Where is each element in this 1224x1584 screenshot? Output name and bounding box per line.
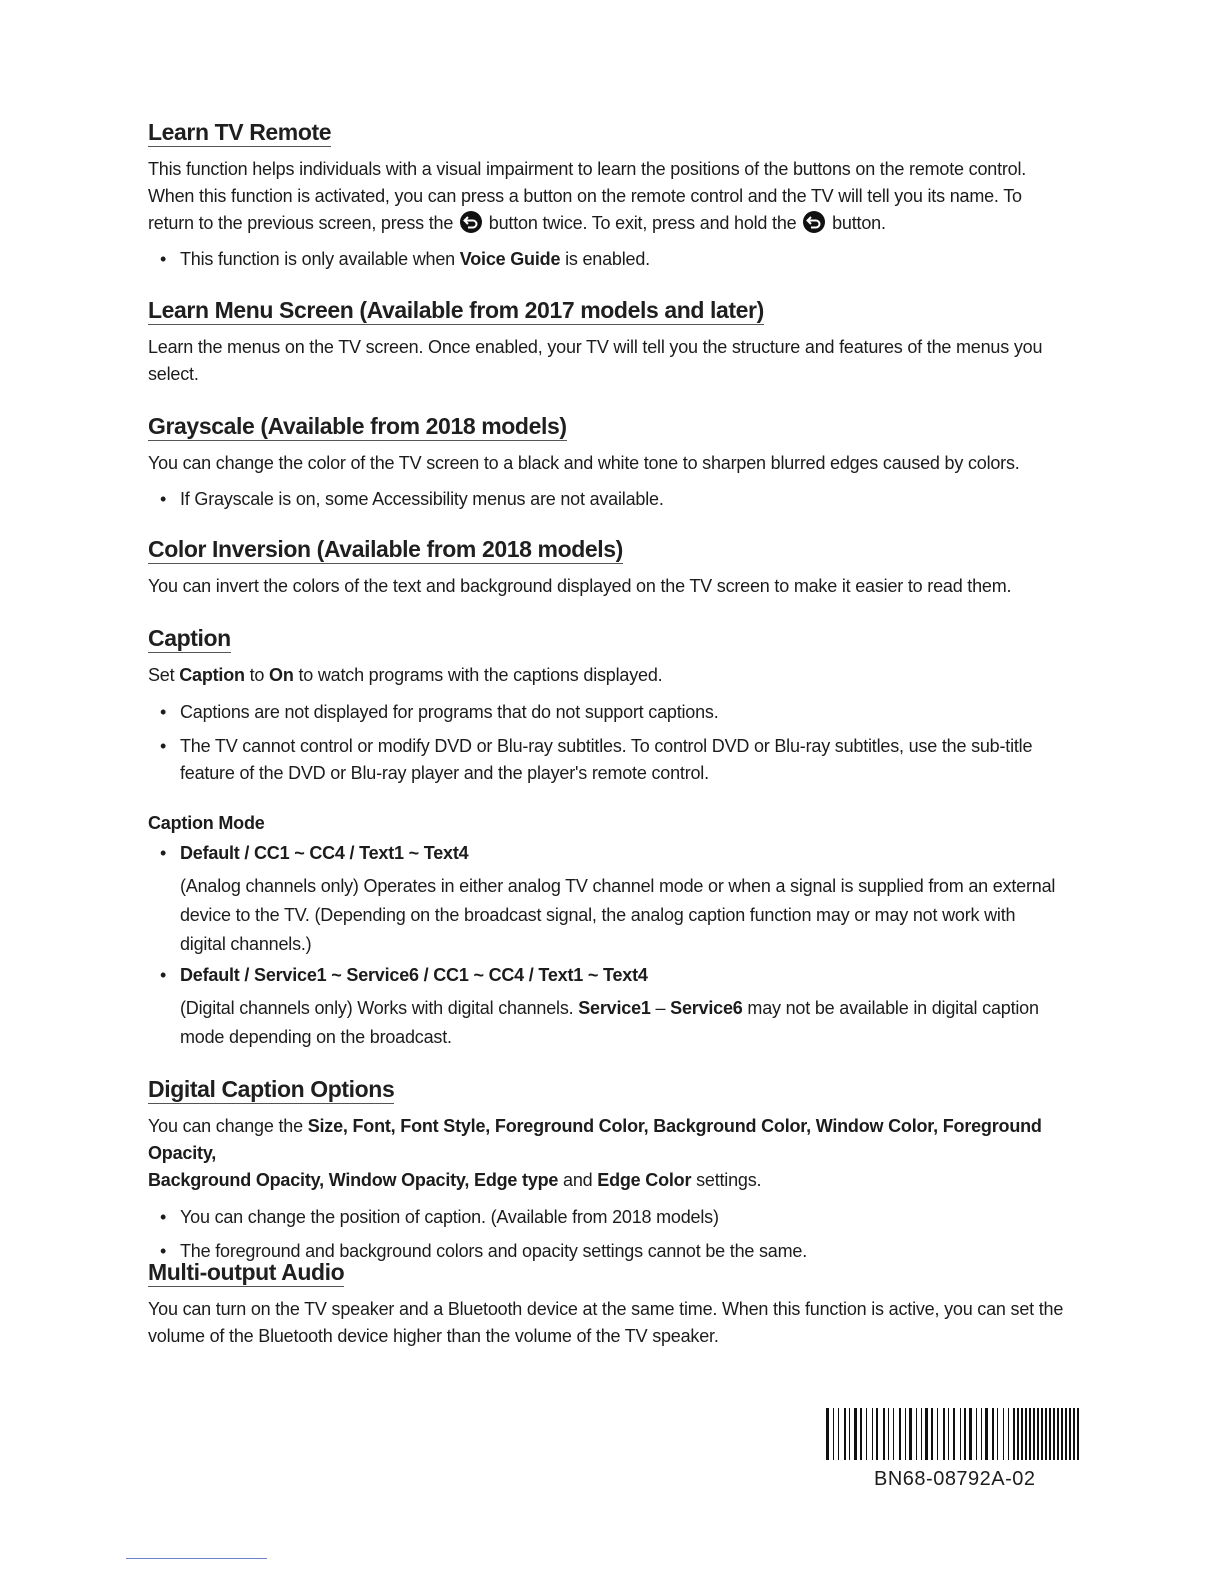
section-color-inversion <box>148 535 1083 600</box>
caption-mode-option-1: • Default / CC1 ~ CC4 / Text1 ~ Text4 <box>148 840 1083 867</box>
caption-mode-option-1-desc: (Analog channels only) Operates in either analog TV channel mode or when a signal is supplied from an external device to the TV. (Depending on the broadcast signal, the analog caption function may or may not work with digital channels.) <box>180 876 1056 954</box>
color-inversion-line-1: You can invert the colors of the text and background displayed on the TV screen to make it easier to read them. <box>148 576 1012 596</box>
learn-menu-line-1: Learn the menus on the TV screen. Once enabled, your TV will tell you the structure and features of the menus you <box>148 337 1043 357</box>
section-multi-output-audio <box>148 1258 1083 1350</box>
learn-tv-remote-line-3 <box>148 210 1083 237</box>
section-digital-caption-options <box>148 1075 1083 1265</box>
grayscale-bullet: • If Grayscale is on, some Accessibility menus are not available. <box>148 486 1083 513</box>
return-icon <box>460 211 482 233</box>
heading-digital-caption-options: Digital Caption Options <box>148 1076 395 1102</box>
heading-color-inversion: Color Inversion (Available from 2018 models) <box>148 536 623 562</box>
caption-bullet-2: • The TV cannot control or modify DVD or Blu-ray subtitles. To control DVD or Blu-ray subtitles, use the sub-title feature of the DVD or Blu-ray player and the player's remote control. <box>148 733 1083 787</box>
digital-caption-bullet-2: • The foreground and background colors and opacity settings cannot be the same. <box>148 1238 1083 1265</box>
heading-multi-output-audio: Multi-output Audio <box>148 1259 345 1285</box>
caption-mode-option-2: • Default / Service1 ~ Service6 / CC1 ~ CC4 / Text1 ~ Text4 <box>148 962 1083 989</box>
caption-mode-option-2-desc: (Digital channels only) Works with digital channels. Service1 – Service6 may not be available in digital caption mode depending on the broadcast. <box>180 998 1039 1047</box>
grayscale-line-1: You can change the color of the TV screen to a black and white tone to sharpen blurred edges caused by colors. <box>148 453 1020 473</box>
line-3-part-a: return to the previous screen, press the <box>148 213 454 233</box>
digital-caption-line-1: You can change the Size, Font, Font Style, Foreground Color, Background Color, Window Color, Foreground Opacity, <box>148 1116 1042 1163</box>
learn-tv-remote-line-2: When this function is activated, you can press a button on the remote control and the TV will tell you its name. To <box>148 186 1022 206</box>
learn-tv-remote-line-1: This function helps individuals with a visual impairment to learn the positions of the buttons on the remote control. <box>148 159 1027 179</box>
multi-output-line-1: You can turn on the TV speaker and a Bluetooth device at the same time. When this function is active, you can set the <box>148 1299 1064 1319</box>
barcode-icon <box>826 1408 1083 1460</box>
section-learn-tv-remote <box>148 118 1083 273</box>
learn-tv-remote-bullet: • This function is only available when Voice Guide is enabled. <box>148 246 1083 273</box>
digital-caption-bullet-1: • You can change the position of caption. (Available from 2018 models) <box>148 1204 1083 1231</box>
caption-line-1: Set Caption to On to watch programs with the captions displayed. <box>148 665 663 685</box>
learn-menu-line-2: select. <box>148 364 199 384</box>
barcode-number: BN68-08792A-02 <box>874 1468 1036 1490</box>
return-icon <box>803 211 825 233</box>
section-grayscale <box>148 412 1083 513</box>
heading-caption-mode: Caption Mode <box>148 813 265 833</box>
section-caption-mode <box>148 810 1083 1052</box>
footer-divider <box>126 1558 267 1559</box>
heading-caption: Caption <box>148 625 231 651</box>
heading-learn-menu-screen: Learn Menu Screen (Available from 2017 models and later) <box>148 297 764 323</box>
voice-guide-term: Voice Guide <box>459 249 561 269</box>
digital-caption-line-2: Background Opacity, Window Opacity, Edge type and Edge Color settings. <box>148 1170 762 1190</box>
section-caption <box>148 624 1083 787</box>
heading-grayscale: Grayscale (Available from 2018 models) <box>148 413 567 439</box>
caption-bullet-1: • Captions are not displayed for programs that do not support captions. <box>148 699 1083 726</box>
line-3-part-c: button. <box>832 213 886 233</box>
heading-learn-tv-remote: Learn TV Remote <box>148 119 332 145</box>
multi-output-line-2: volume of the Bluetooth device higher than the volume of the TV speaker. <box>148 1326 719 1346</box>
section-learn-menu-screen <box>148 296 1083 388</box>
line-3-part-b: button twice. To exit, press and hold the <box>488 213 797 233</box>
